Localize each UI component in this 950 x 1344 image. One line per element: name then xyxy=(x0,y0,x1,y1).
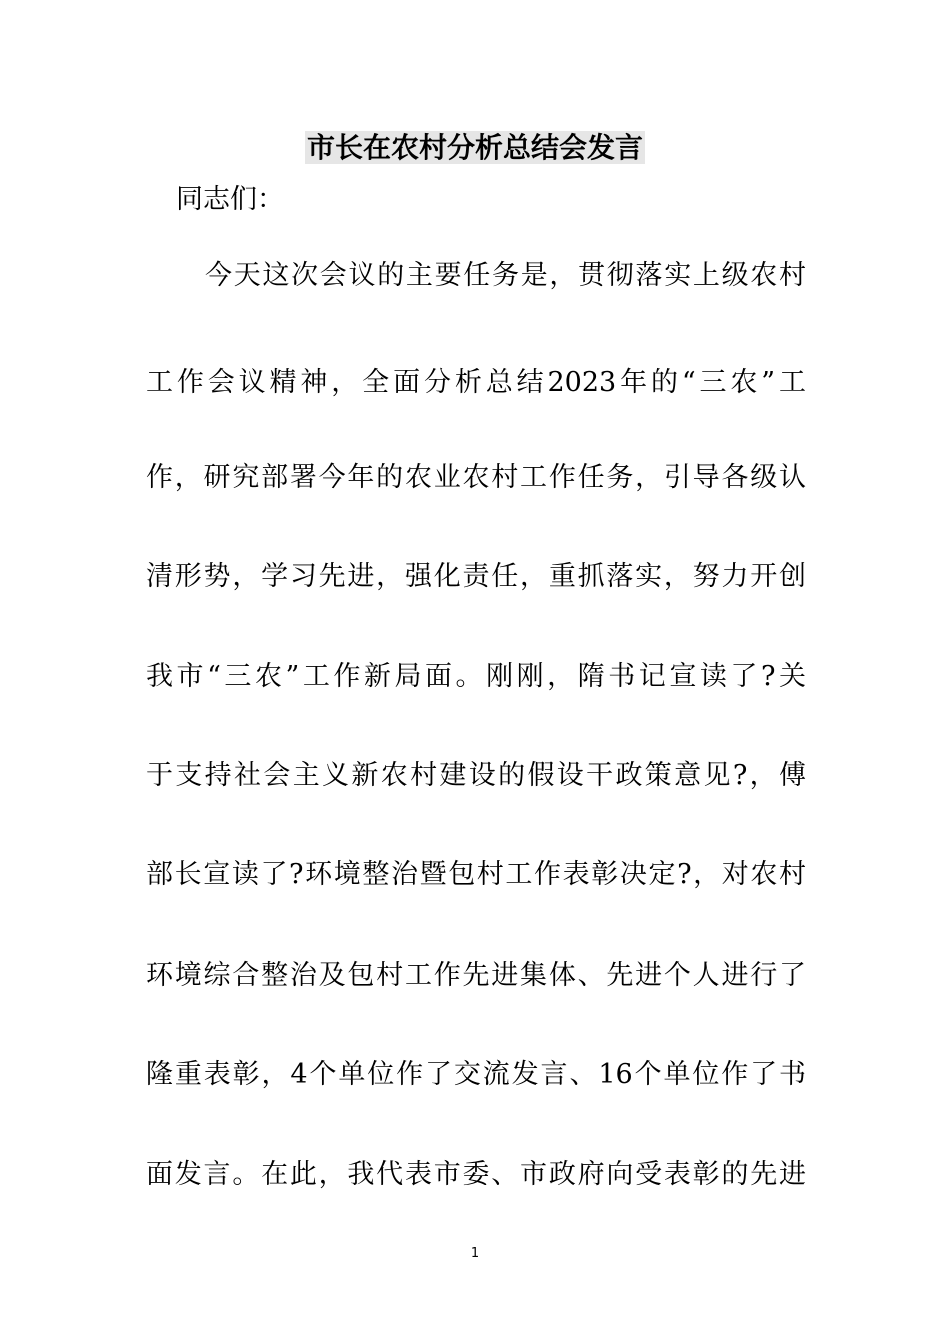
body-line: 环境综合整治及包村工作先进集体、先进个人进行了 xyxy=(146,960,806,991)
body-line: 作，研究部署今年的农业农村工作任务，引导各级认 xyxy=(146,462,806,493)
body-line: 部长宣读了?环境整治暨包村工作表彰决定?，对农村 xyxy=(146,859,806,890)
body-line: 于支持社会主义新农村建设的假设干政策意见?，傅 xyxy=(146,760,806,791)
body-line: 清形势，学习先进，强化责任，重抓落实，努力开创 xyxy=(146,561,806,592)
body-line: 面发言。在此，我代表市委、市政府向受表彰的先进 xyxy=(146,1159,806,1190)
body-line: 工作会议精神，全面分析总结2023年的“三农”工 xyxy=(146,367,806,398)
body-line: 我市“三农”工作新局面。刚刚，隋书记宣读了?关 xyxy=(146,661,806,692)
document-title-text: 市长在农村分析总结会发言 xyxy=(306,131,643,164)
document-title xyxy=(0,128,950,168)
salutation: 同志们： xyxy=(176,184,284,215)
page-number: 1 xyxy=(470,1246,480,1261)
body-line: 今天这次会议的主要任务是，贯彻落实上级农村 xyxy=(205,260,806,291)
body-line: 隆重表彰，4个单位作了交流发言、16个单位作了书 xyxy=(146,1059,806,1090)
